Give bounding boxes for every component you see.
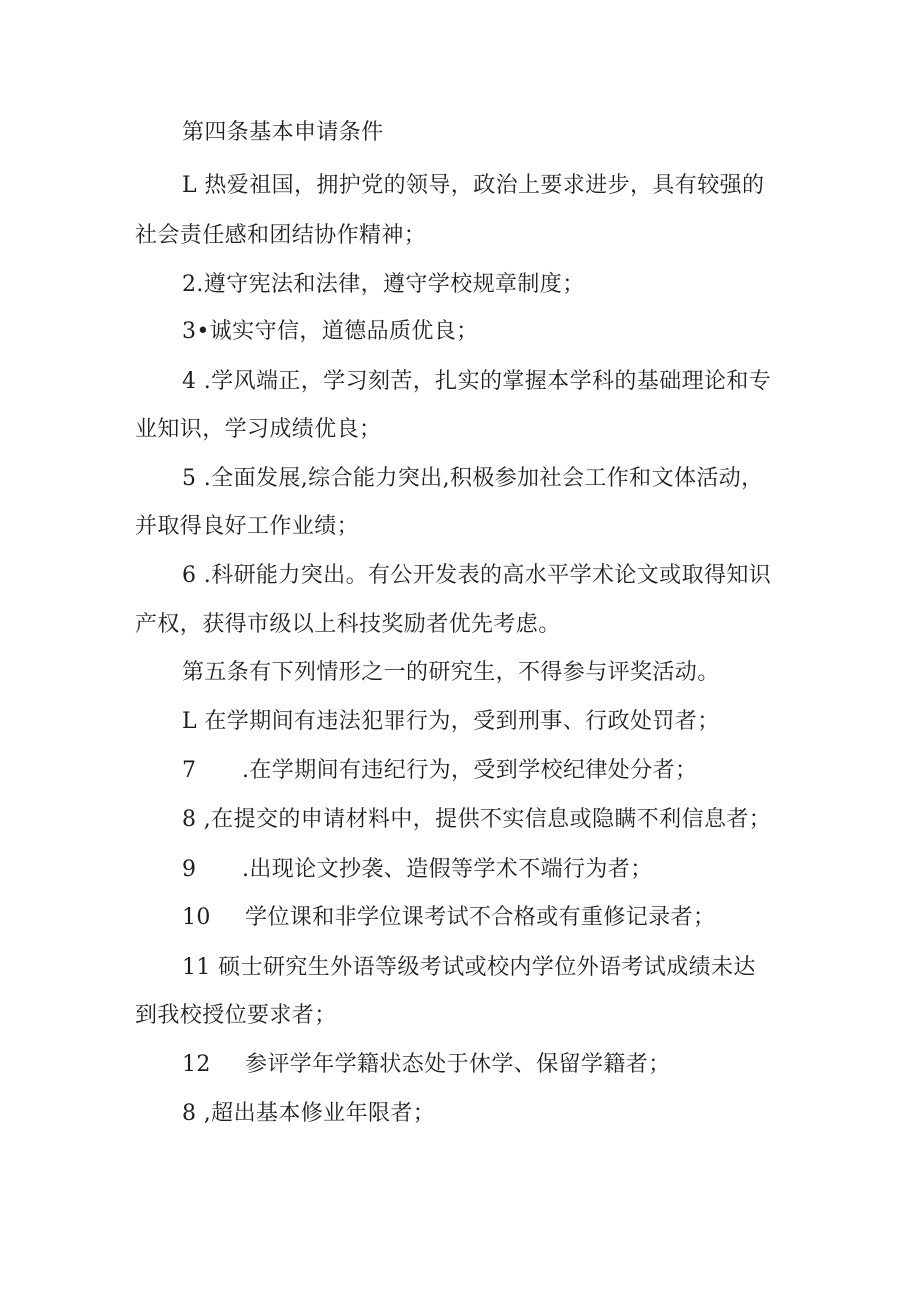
exclusion-5-number: 10 bbox=[182, 905, 211, 930]
article-5-heading: 第五条有下列情形之一的研究生，不得参与评奖活动。 bbox=[182, 660, 720, 685]
exclusion-7-text: 参评学年学籍状态处于休学、保留学籍者； bbox=[245, 1052, 671, 1077]
condition-3: 3•诚实守信，道德品质优良； bbox=[182, 319, 479, 344]
condition-1-line-1: L 热爱祖国，拥护党的领导，政治上要求进步，具有较强的 bbox=[182, 173, 765, 198]
condition-5-line-1: 5 .全面发展,综合能力突出,积极参加社会工作和文体活动， bbox=[182, 466, 764, 491]
exclusion-5-text: 学位课和非学位课考试不合格或有重修记录者； bbox=[245, 905, 716, 930]
condition-4-line-1: 4 .学风端正，学习刻苦，扎实的掌握本学科的基础理论和专 bbox=[182, 369, 772, 394]
condition-1-line-2: 社会责任感和团结协作精神； bbox=[135, 223, 427, 248]
exclusion-6-line-1: 11 硕士研究生外语等级考试或校内学位外语考试成绩未达 bbox=[182, 955, 756, 980]
condition-6-line-1: 6 .科研能力突出。有公开发表的高水平学术论文或取得知识 bbox=[182, 563, 772, 588]
exclusion-2-number: 7 bbox=[182, 758, 197, 783]
condition-6-line-2: 产权，获得市级以上科技奖励者优先考虑。 bbox=[135, 612, 561, 637]
exclusion-4 bbox=[182, 856, 653, 884]
exclusion-4-text: .出现论文抄袭、造假等学术不端行为者； bbox=[242, 857, 653, 882]
exclusion-3: 8 ,在提交的申请材料中，提供不实信息或隐瞒不利信息者； bbox=[182, 807, 772, 832]
exclusion-1: L 在学期间有违法犯罪行为，受到刑事、行政处罚者； bbox=[182, 709, 720, 734]
exclusion-7-number: 12 bbox=[182, 1052, 211, 1077]
condition-4-line-2: 业知识，学习成绩优良； bbox=[135, 417, 382, 442]
exclusion-6-line-2: 到我校授位要求者； bbox=[135, 1003, 337, 1028]
exclusion-2-text: .在学期间有违纪行为，受到学校纪律处分者； bbox=[242, 758, 698, 783]
exclusion-7 bbox=[182, 1051, 671, 1079]
exclusion-5 bbox=[182, 904, 715, 932]
exclusion-4-number: 9 bbox=[182, 857, 197, 882]
exclusion-2 bbox=[182, 757, 697, 785]
exclusion-8: 8 ,超出基本修业年限者； bbox=[182, 1101, 436, 1126]
condition-2: 2.遵守宪法和法律，遵守学校规章制度； bbox=[182, 272, 585, 297]
article-4-heading: 第四条基本申请条件 bbox=[182, 120, 384, 145]
condition-5-line-2: 并取得良好工作业绩； bbox=[135, 514, 360, 539]
